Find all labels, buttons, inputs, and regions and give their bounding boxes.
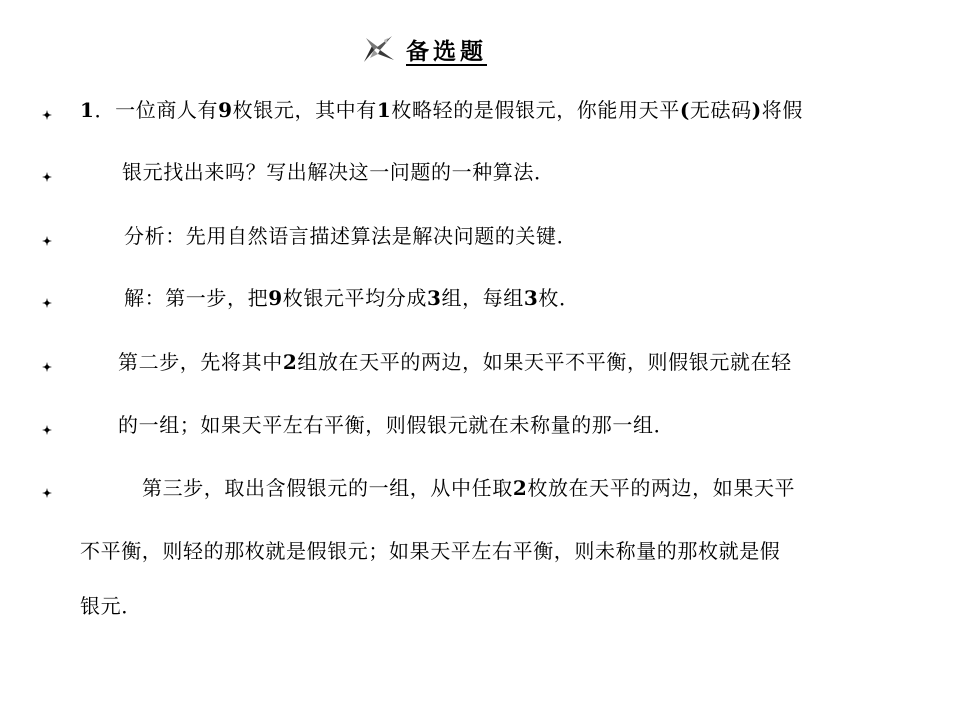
paragraph-line-2 — [0, 158, 960, 198]
continuation-line-9: 银元． — [80, 594, 142, 618]
heading-title: 备选题 — [406, 38, 487, 65]
line-text: 第二步，先将其中2组放在天平的两边，如果天平不平衡，则假银元就在轻 — [118, 350, 792, 374]
bullet-icon — [42, 172, 52, 182]
line-text: 1．一位商人有9枚银元，其中有1枚略轻的是假银元，你能用天平(无砝码)将假 — [80, 98, 803, 122]
paragraph-line-5 — [0, 348, 960, 388]
paragraph-line-3 — [0, 222, 960, 262]
bullet-icon — [42, 236, 52, 246]
line-text: 第三步，取出含假银元的一组，从中任取2枚放在天平的两边，如果天平 — [142, 476, 796, 500]
line-text: 银元找出来吗？写出解决这一问题的一种算法． — [122, 160, 555, 184]
bullet-icon — [42, 425, 52, 435]
bullet-icon — [42, 488, 52, 498]
paragraph-line-4 — [0, 284, 960, 324]
line-text: 解：第一步，把9枚银元平均分成3组，每组3枚． — [124, 286, 580, 310]
bullet-icon — [42, 110, 52, 120]
paragraph-line-6 — [0, 411, 960, 451]
slide-heading — [362, 32, 487, 66]
bullet-icon — [42, 298, 52, 308]
line-text: 的一组；如果天平左右平衡，则假银元就在未称量的那一组． — [118, 413, 675, 437]
line-text: 分析：先用自然语言描述算法是解决问题的关键． — [124, 224, 578, 248]
continuation-line-8: 不平衡，则轻的那枚就是假银元；如果天平左右平衡，则未称量的那枚就是假 — [80, 539, 781, 563]
bullet-icon — [42, 362, 52, 372]
paragraph-line-1 — [0, 96, 960, 136]
compass-star-icon — [362, 34, 396, 64]
paragraph-line-7 — [0, 474, 960, 514]
